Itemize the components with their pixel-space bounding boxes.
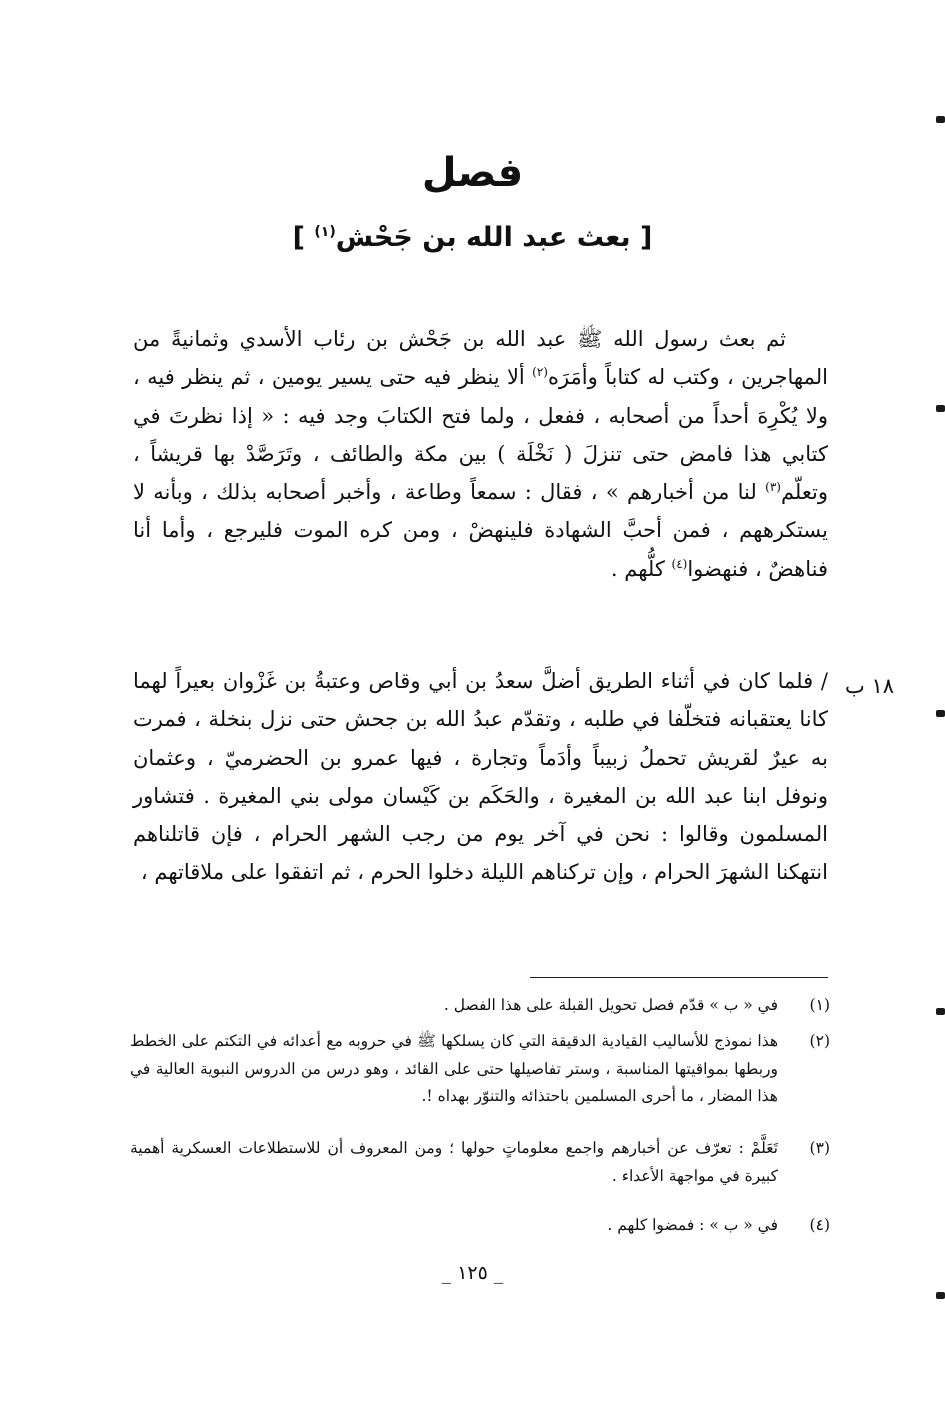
footnote-2-number: (٢) bbox=[809, 1032, 830, 1050]
footnote-4 bbox=[130, 1212, 830, 1240]
scan-edge-mark bbox=[936, 710, 945, 717]
footnote-ref-4: (٤) bbox=[671, 556, 688, 571]
paragraph-1-part-3: لنا من أخبارهم » ، فقال : سمعاً وطاعة ، وأخبر أصحابه بذلك ، وبأنه لا يستكرههم ، فمن أحبَّ الشهادة فلينهضْ ، ومن كره الموت فليرجع ، وأما أنا فناهضٌ ، فنهضوا bbox=[133, 480, 828, 581]
footnote-3 bbox=[130, 1135, 830, 1190]
scan-edge-mark bbox=[936, 116, 945, 123]
footnote-ref-2: (٢) bbox=[532, 365, 548, 380]
footnote-3-number: (٣) bbox=[809, 1139, 830, 1157]
scan-edge-mark bbox=[936, 1008, 945, 1015]
subtitle-text: [ بعث عبد الله بن جَحْش bbox=[335, 222, 653, 253]
footnote-1 bbox=[130, 992, 830, 1020]
chapter-title: فصل bbox=[421, 150, 524, 196]
footnote-3-text: تَعَلَّمْ : تعرّف عن أخبارهم واجمع معلوماتٍ حولها ؛ ومن المعروف أن للاستطلاعات العسكرية أهمية كبيرة في مواجهة الأعداء . bbox=[130, 1139, 778, 1185]
subtitle-footnote-ref: (١) bbox=[314, 224, 336, 240]
paragraph-1-part-4: كلُّهم . bbox=[610, 556, 672, 581]
footnote-2-text: هذا نموذج للأساليب القيادية الدقيقة التي كان يسلكها ﷺ في حروبه مع أعدائه في التكتم على الخطط وربطها بمواقيتها المناسبة ، وستر تفاصيلها حتى على القائد ، وهو درس من الدروس النبوية العالية في هذا المضار ، ما أحرى المسلمين باحتذائه والتنوّر بهداه !. bbox=[130, 1032, 778, 1105]
page-number: _ ١٢٥ _ bbox=[441, 1262, 504, 1284]
section-subtitle bbox=[0, 222, 945, 253]
scan-edge-mark bbox=[936, 1292, 945, 1299]
footnote-1-number: (١) bbox=[809, 996, 830, 1014]
scan-edge-mark bbox=[936, 405, 945, 412]
subtitle-close-bracket: ] bbox=[292, 222, 315, 253]
footnote-1-text: في « ب » قدّم فصل تحويل القبلة على هذا الفصل . bbox=[443, 996, 778, 1014]
footnote-ref-3: (٣) bbox=[765, 480, 781, 495]
footnote-separator bbox=[530, 977, 828, 978]
paragraph-1-part-1: ثم بعث رسول الله ﷺ عبد الله بن جَحْش بن رئاب الأسدي وثمانيةً من المهاجرين ، وكتب له كتاباً وأمَرَه bbox=[133, 327, 828, 390]
footnote-2 bbox=[130, 1028, 830, 1111]
footnote-4-number: (٤) bbox=[809, 1216, 830, 1234]
paragraph-2: / فلما كان في أثناء الطريق أضلَّ سعدُ بن أبي وقاص وعتبةُ بن غَزْوان بعيراً لهما كانا يعتقبانه فتخلّفا في طلبه ، وتقدّم عبدُ الله بن جحش حتى نزل بنخلة ، فمرت به عيرٌ لقريش تحملُ زبيباً وأدَماً وتجارة ، فيها عمرو بن الحضرميّ ، وعثمان ونوفل ابنا عبد الله بن المغيرة ، والحَكَم بن كَيْسان مولى بني المغيرة . فتشاور المسلمون وقالوا : نحن في آخر يوم من رجب الشهر الحرام ، فإن قاتلناهم انتهكنا الشهرَ الحرام ، وإن تركناهم الليلة دخلوا الحرم ، ثم اتفقوا على ملاقاتهم ، bbox=[133, 669, 828, 885]
manuscript-folio-note: ١٨ ب bbox=[845, 674, 895, 698]
paragraph-1 bbox=[133, 320, 828, 588]
footnote-4-text: في « ب » : فمضوا كلهم . bbox=[607, 1216, 778, 1234]
paragraph-1-part-2: ألا ينظر فيه حتى يسير يومين ، ثم ينظر فيه ، ولا يُكْرِهَ أحداً من أصحابه ، ففعل ، ولما فتح الكتابَ وجد فيه : « إذا نظرتَ في كتابي هذا فامض حتى تنزلَ ( نَخْلَة ) بين مكة والطائف ، وتَرَصَّدْ بها قريشاً ، وتعلّم bbox=[133, 365, 828, 505]
